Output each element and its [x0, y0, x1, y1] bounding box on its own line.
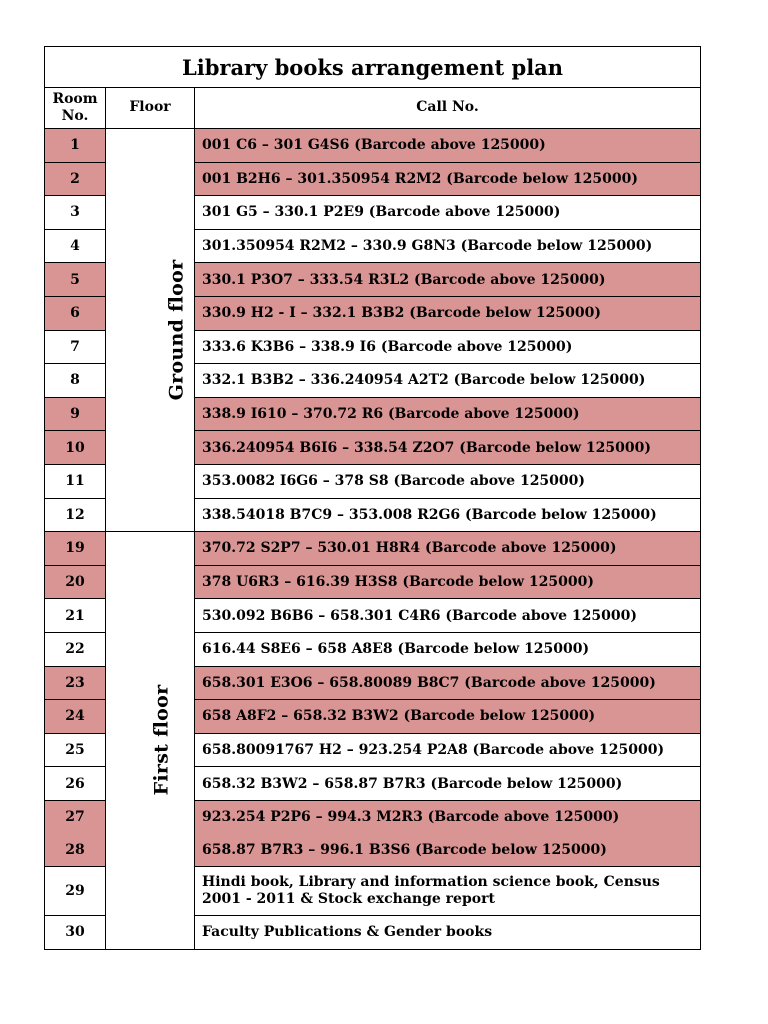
- arrangement-table: [44, 46, 701, 950]
- call-number: Hindi book, Library and information science book, Census 2001 - 2011 & Stock exchange report: [195, 867, 701, 916]
- room-number: 23: [45, 666, 106, 700]
- call-number: 338.9 I610 – 370.72 R6 (Barcode above 125000): [195, 397, 701, 431]
- header-floor: Floor: [106, 88, 195, 129]
- room-number: 6: [45, 296, 106, 330]
- header-room-no: Room No.: [45, 88, 106, 129]
- header-row: [45, 88, 701, 129]
- call-number: 332.1 B3B2 – 336.240954 A2T2 (Barcode below 125000): [195, 364, 701, 398]
- call-number: 370.72 S2P7 – 530.01 H8R4 (Barcode above 125000): [195, 532, 701, 566]
- call-number: 658.80091767 H2 – 923.254 P2A8 (Barcode above 125000): [195, 733, 701, 767]
- room-number: 3: [45, 196, 106, 230]
- call-number: 330.9 H2 - I – 332.1 B3B2 (Barcode below 125000): [195, 296, 701, 330]
- call-number: 530.092 B6B6 – 658.301 C4R6 (Barcode above 125000): [195, 599, 701, 633]
- room-number: 24: [45, 700, 106, 734]
- call-number: 330.1 P3O7 – 333.54 R3L2 (Barcode above 125000): [195, 263, 701, 297]
- call-number: 301.350954 R2M2 – 330.9 G8N3 (Barcode below 125000): [195, 229, 701, 263]
- room-number: 11: [45, 464, 106, 498]
- call-number: 001 C6 – 301 G4S6 (Barcode above 125000): [195, 129, 701, 163]
- room-number: 22: [45, 632, 106, 666]
- call-number: 338.54018 B7C9 – 353.008 R2G6 (Barcode below 125000): [195, 498, 701, 532]
- call-number: 658.87 B7R3 – 996.1 B3S6 (Barcode below 125000): [195, 833, 701, 866]
- floor-label-first: First floor: [150, 684, 173, 796]
- room-number: 27: [45, 800, 106, 833]
- room-number: 29: [45, 867, 106, 916]
- title-row: [45, 47, 701, 88]
- call-number: 001 B2H6 – 301.350954 R2M2 (Barcode below 125000): [195, 162, 701, 196]
- floor-cell-ground: [106, 129, 195, 532]
- table-row: [45, 532, 701, 566]
- room-number: 9: [45, 397, 106, 431]
- room-number: 10: [45, 431, 106, 465]
- call-number: 301 G5 – 330.1 P2E9 (Barcode above 125000): [195, 196, 701, 230]
- call-number: 658.301 E3O6 – 658.80089 B8C7 (Barcode above 125000): [195, 666, 701, 700]
- room-number: 5: [45, 263, 106, 297]
- room-number: 2: [45, 162, 106, 196]
- call-number: 658 A8F2 – 658.32 B3W2 (Barcode below 125000): [195, 700, 701, 734]
- call-number: 378 U6R3 – 616.39 H3S8 (Barcode below 125000): [195, 565, 701, 599]
- call-number: 658.32 B3W2 – 658.87 B7R3 (Barcode below 125000): [195, 767, 701, 801]
- room-number: 12: [45, 498, 106, 532]
- room-number: 19: [45, 532, 106, 566]
- room-number: 8: [45, 364, 106, 398]
- header-call-no: Call No.: [195, 88, 701, 129]
- call-number: 616.44 S8E6 – 658 A8E8 (Barcode below 125000): [195, 632, 701, 666]
- table-row: [45, 129, 701, 163]
- call-number: 923.254 P2P6 – 994.3 M2R3 (Barcode above 125000): [195, 800, 701, 833]
- call-number: 353.0082 I6G6 – 378 S8 (Barcode above 125000): [195, 464, 701, 498]
- room-number: 28: [45, 833, 106, 866]
- room-number: 1: [45, 129, 106, 163]
- call-number: 336.240954 B6I6 – 338.54 Z2O7 (Barcode below 125000): [195, 431, 701, 465]
- call-number: Faculty Publications & Gender books: [195, 916, 701, 950]
- room-number: 30: [45, 916, 106, 950]
- room-number: 4: [45, 229, 106, 263]
- room-number: 26: [45, 767, 106, 801]
- room-number: 21: [45, 599, 106, 633]
- call-number: 333.6 K3B6 – 338.9 I6 (Barcode above 125000): [195, 330, 701, 364]
- floor-label-ground: Ground floor: [165, 259, 188, 401]
- floor-cell-first: [106, 532, 195, 950]
- room-number: 25: [45, 733, 106, 767]
- room-number: 7: [45, 330, 106, 364]
- room-number: 20: [45, 565, 106, 599]
- page-title: Library books arrangement plan: [45, 47, 701, 88]
